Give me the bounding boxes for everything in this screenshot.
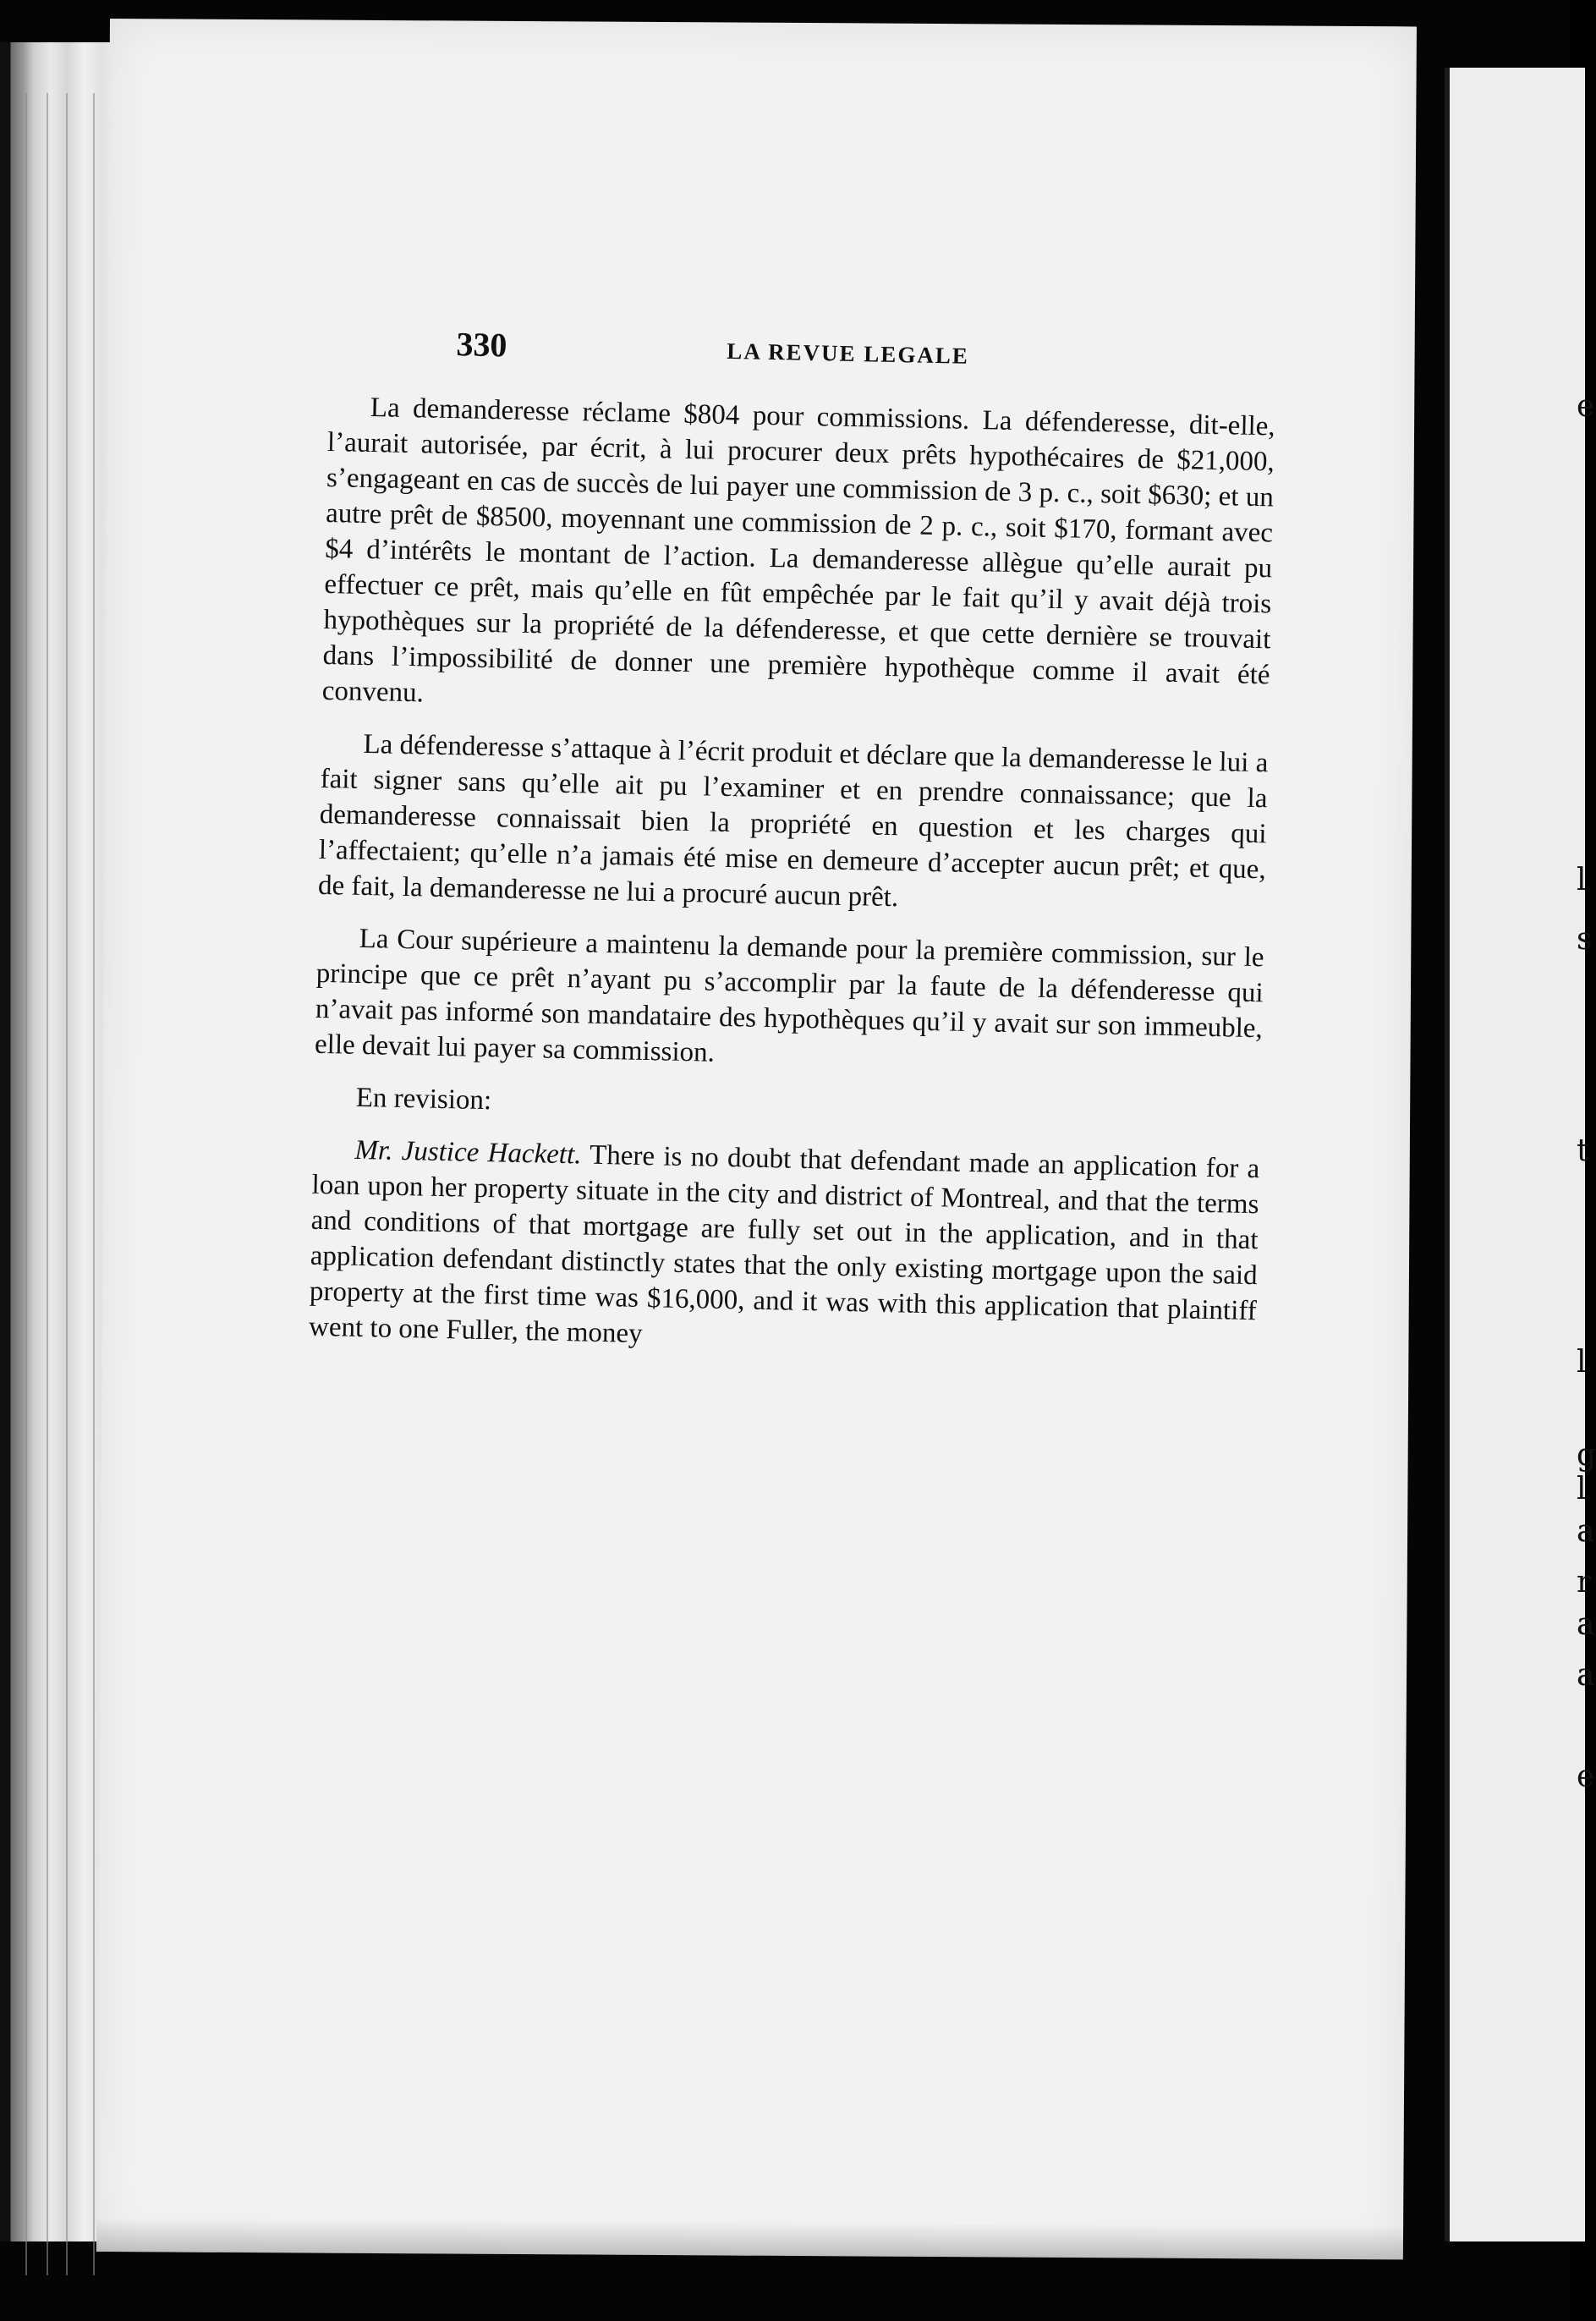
facing-page-glyph: a <box>1577 1514 1595 1549</box>
page-number: 330 <box>456 325 507 365</box>
judgment-text: There is no doubt that defendant made an application for a loan upon her property situate in the city and district of Montreal, and that the terms and conditions of that mortgage are fully set out in the application, and in that application defendant distinctly states that the only existing mortgage upon the said property at the first time was $16,000, and it was with this application that plaintiff went to one Fuller, the money <box>308 1139 1260 1349</box>
running-head: LA REVUE LEGALE <box>727 337 970 369</box>
facing-page-glyph: g <box>1577 1438 1596 1473</box>
facing-page-glyph: l <box>1577 1472 1587 1506</box>
facing-page-glyph: r <box>1577 1565 1592 1599</box>
paragraph-judgment <box>309 1132 1260 1364</box>
facing-page-glyph: a <box>1577 1607 1595 1642</box>
paragraph-revision-heading: En revision: <box>355 1082 492 1117</box>
facing-page-glyph: e <box>1577 389 1595 424</box>
facing-page-glyph: l <box>1577 863 1587 897</box>
facing-page-glyph: a <box>1577 1658 1595 1693</box>
page-edge-line <box>93 93 95 2275</box>
page-edge-line <box>66 93 68 2275</box>
page-text <box>308 321 1277 1381</box>
facing-page-glyph: e <box>1577 1759 1595 1794</box>
facing-page-glyph: l <box>1577 1345 1587 1380</box>
facing-page-fragment <box>1445 68 1596 2241</box>
page-shadow <box>96 2218 1403 2259</box>
paragraph-defence: La défenderesse s’attaque à l’écrit produit et déclare que la demanderesse le lui a fait signer sans qu’elle ait pu l’examiner et en prendre connaissance; que la demanderesse connaissait bien la propriété en question et les charges qui l’affectaient; qu’elle n’a jamais été mise en demeure d’accepter aucun prêt; et que, de fait, la demanderesse ne lui a procuré aucun prêt. <box>317 728 1269 914</box>
page-edge-line <box>47 93 48 2275</box>
paragraph-superior-court: La Cour supérieure a maintenu la demande pour la première commission, sur le principe que ce prêt n’ayant pu s’accomplir par la faute de la défenderesse qui n’avait pas informé son mandataire des hypothèques qu’il y avait sur son immeuble, elle devait lui payer sa commission. <box>314 923 1264 1068</box>
facing-page-glyph: t <box>1577 1133 1589 1168</box>
paragraph-claim: La demanderesse réclame $804 pour commissions. La défenderesse, dit-elle, l’aurait autorisée, par écrit, à lui procurer deux prêts hypothécaires de $21,000, s’engageant en cas de succès de lui payer une commission de 3 p. c., soit $630; et un autre prêt de $8500, moyennant une commission de 2 p. c., soit $170, formant avec $4 d’intérêts le montant de l’action. La demanderesse allègue qu’elle aurait pu effectuer ce prêt, mais qu’elle en fût empêchée par le fait qu’il y avait déjà trois hypothèques sur la propriété de la défenderesse, et que cette dernière se trouvait dans l’impossibilité de donner une première hypothèque comme il avait été convenu. <box>321 392 1276 709</box>
facing-page-glyph: s <box>1577 922 1593 957</box>
judge-name: Mr. Justice Hackett. <box>354 1134 582 1171</box>
page-edge-line <box>25 93 27 2275</box>
